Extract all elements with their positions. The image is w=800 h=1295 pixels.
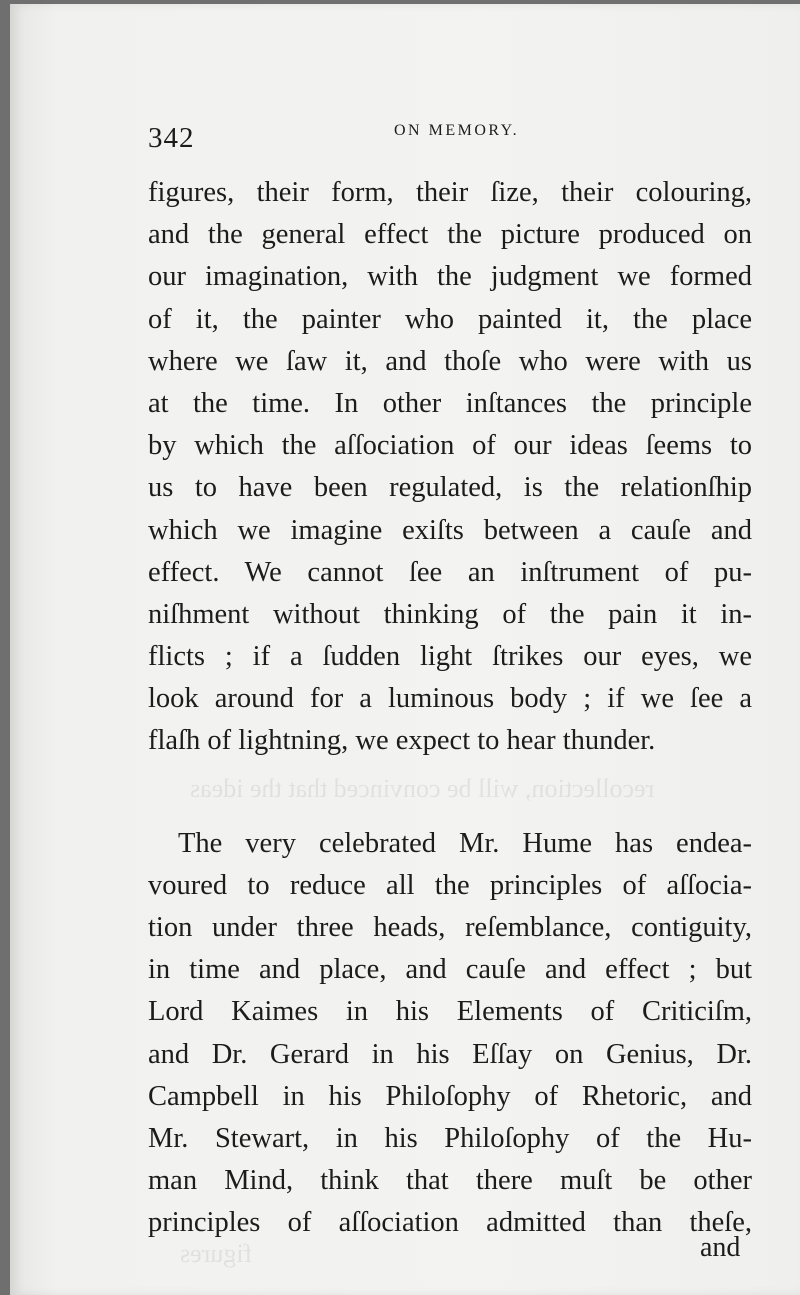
text-line: voured to reduce all the principles of aſſocia- [148,869,752,901]
text-line: Campbell in his Philoſophy of Rhetoric, and [148,1080,752,1112]
running-title: ON MEMORY. [394,122,520,139]
text-line: in time and place, and cauſe and effect ; but [148,954,752,986]
text-line: tion under three heads, reſemblance, contiguity, [148,912,752,943]
text-line: and the general effect the picture produced on [148,219,752,251]
show-through-text: figures [180,1239,253,1268]
text-line: principles of aſſociation admitted than theſe, [148,1207,752,1239]
paragraph [148,823,752,1245]
text-line: Lord Kaimes in his Elements of Criticiſm, [148,996,752,1028]
text-line: flicts ; if a ſudden light ſtrikes our eyes, we [148,641,752,673]
text-line: where we ſaw it, and thoſe who were with us [148,345,752,377]
text-line: Mr. Stewart, in his Philoſophy of the Hu- [148,1122,752,1154]
text-line: flaſh of lightning, we expect to hear thunder. [148,725,656,757]
text-line: effect. We cannot ſee an inſtrument of pu- [148,556,752,588]
text-line: figures, their form, their ſize, their colouring, [148,177,752,208]
text-line: niſhment without thinking of the pain it in- [148,598,752,630]
text-line: at the time. In other inſtances the principle [148,387,752,419]
text-line: of it, the painter who painted it, the place [148,303,752,335]
text-line: which we imagine exiſts between a cauſe and [148,514,752,546]
page-header [148,118,750,158]
text-line: The very celebrated Mr. Hume has endea- [178,827,752,859]
text-line: by which the aſſociation of our ideas ſeems to [148,430,752,462]
text-line: our imagination, with the judgment we formed [148,261,752,293]
catchword: and [700,1232,741,1263]
paragraph [148,172,752,763]
text-line: and Dr. Gerard in his Eſſay on Genius, Dr. [148,1038,752,1070]
text-line: us to have been regulated, is the relationſhip [148,472,752,504]
text-line: man Mind, think that there muſt be other [148,1165,752,1197]
show-through-text: recollection, will be convinced that the ideas [190,774,655,803]
body-text [148,172,752,1245]
page-number: 342 [148,122,195,154]
text-line: look around for a luminous body ; if we ſee a [148,683,752,715]
